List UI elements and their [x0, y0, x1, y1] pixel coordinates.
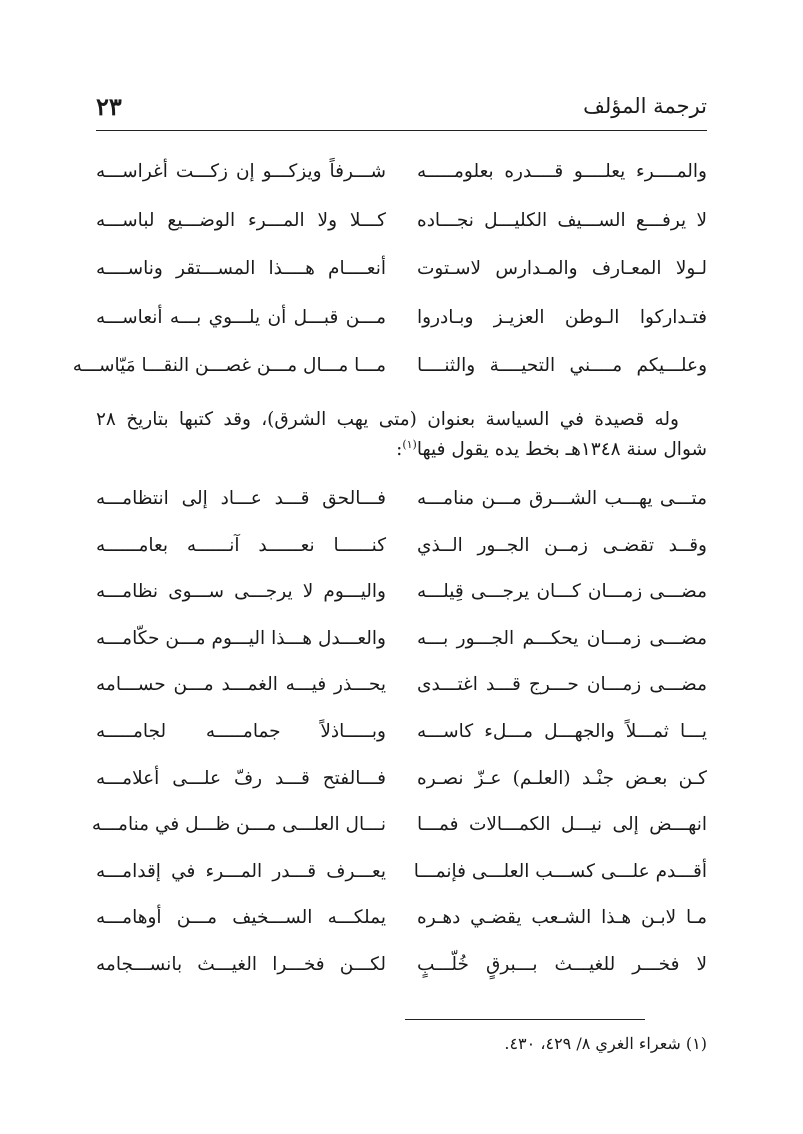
- footnote-divider: [405, 1019, 645, 1020]
- verse-first-hemistich: انهـــض إلى نيـــل الكمـــالات فمـــا: [417, 814, 707, 836]
- verse: [96, 197, 707, 246]
- verse: [96, 662, 707, 709]
- verse-second-hemistich: فـــالفتح قـــد رفّ علـــى أعلامـــه: [96, 767, 386, 789]
- verse-second-hemistich: شـــرفاً ويزكـــو إن زكـــت أغراســـه: [96, 161, 386, 182]
- verse: [96, 895, 707, 942]
- verse-first-hemistich: والمــــرء يعلــــو قــــدره بعلومـــــه: [417, 161, 707, 182]
- verse-first-hemistich: متـــى يهـــب الشـــرق مـــن منامـــه: [417, 488, 707, 510]
- verse-first-hemistich: مضـــى زمـــان يحكـــم الجـــور بـــه: [417, 627, 707, 649]
- poem-first: [72, 148, 707, 391]
- verse-second-hemistich: وبـــــاذلاً جمامـــــه لجامـــــه: [96, 721, 386, 743]
- footnote-reference: (١): [402, 437, 417, 451]
- verse-second-hemistich: أنعــــام هــــذا المســـتقر وناســــه: [96, 258, 386, 279]
- verse-second-hemistich: مـــن قبـــل أن يلـــوي بـــه أنعاســـه: [96, 306, 386, 328]
- verse: [96, 245, 707, 294]
- verse-first-hemistich: مضـــى زمـــان كـــان يرجـــى قِيلـــه: [417, 581, 707, 603]
- verse: [91, 802, 707, 849]
- verse: [96, 942, 707, 989]
- verse: [96, 756, 707, 803]
- verse-first-hemistich: مضـــى زمـــان حـــرج قـــد اغتـــدى: [417, 674, 707, 696]
- verse: [96, 523, 707, 570]
- verse-first-hemistich: أقـــدم علـــى كســـب العلـــى فإنمـــا: [413, 860, 707, 882]
- page-number: ٢٣: [96, 92, 122, 121]
- verse-first-hemistich: وقــد تقضـى زمــن الجــور الــذي: [417, 534, 707, 556]
- prose-text: وله قصيدة في السياسة بعنوان (متى يهب الشرق)، وقد كتبها بتاريخ ٢٨ شوال سنة ١٣٤٨هـ بخط يده يقول فيها: [96, 409, 707, 460]
- footnote: (١) شعراء الغري ٨/ ٤٢٩، ٤٣٠.: [504, 1034, 707, 1053]
- verse-first-hemistich: يـــا ثمـــلاً والجهـــل مـــلء كاســـه: [417, 721, 707, 743]
- verse: [96, 569, 707, 616]
- verse-second-hemistich: لكـــن فخـــرا الغيـــث بانســـجامه: [96, 953, 386, 975]
- verse-first-hemistich: لا فخـــر للغيـــث بـــبرقٍ خُلّـــبٍ: [417, 953, 707, 975]
- verse-first-hemistich: لا يرفـــع الســـيف الكليـــل نجـــاده: [417, 209, 707, 231]
- verse-second-hemistich: نـــال العلـــى مـــن ظـــل في منامـــه: [91, 814, 386, 836]
- verse: [72, 342, 707, 391]
- prose-paragraph: [96, 405, 707, 465]
- page-header: [96, 92, 707, 130]
- verse: [96, 709, 707, 756]
- verse-second-hemistich: يملكـــه الســـخيف مـــن أوهامـــه: [96, 907, 386, 929]
- verse: [96, 616, 707, 663]
- poem-second: [91, 476, 707, 989]
- verse-second-hemistich: يعـــرف قـــدر المـــرء في إقدامـــه: [96, 860, 386, 882]
- verse: [96, 294, 707, 343]
- verse-second-hemistich: كـــلا ولا المـــرء الوضـــيع لباســـه: [96, 209, 386, 231]
- verse-second-hemistich: مـــا مـــال مـــن غصـــن النقـــا مَيّاســـه: [72, 355, 386, 376]
- verse-first-hemistich: لـولا المعـارف والمـدارس لاسـتوت: [417, 258, 707, 279]
- verse: [96, 148, 707, 197]
- verse-second-hemistich: والعـــدل هـــذا اليـــوم مـــن حكّامـــه: [96, 627, 386, 649]
- verse-second-hemistich: يحـــذر فيـــه الغمـــد مـــن حســـامه: [96, 674, 386, 696]
- verse: [96, 849, 707, 896]
- verse-second-hemistich: فـــالحق قـــد عـــاد إلى انتظامـــه: [96, 488, 386, 510]
- verse-first-hemistich: كـن بعـض جنْـد (العلـم) عـزّ نصـره: [417, 767, 707, 789]
- verse: [96, 476, 707, 523]
- prose-ending: :: [396, 439, 403, 460]
- running-title: ترجمة المؤلف: [583, 94, 707, 118]
- verse-first-hemistich: فتـداركوا الـوطن العزيـز وبـادروا: [417, 306, 707, 328]
- verse-first-hemistich: مـا لابـن هـذا الشـعب يقضـي دهـره: [417, 907, 707, 929]
- verse-second-hemistich: كنــــــا نعــــــد آنــــــه بعامــــــه: [96, 534, 386, 556]
- verse-second-hemistich: واليـــوم لا يرجـــى ســـوى نظامـــه: [96, 581, 386, 603]
- verse-first-hemistich: وعلـــيكم مــــني التحيــــة والثنــــا: [417, 355, 707, 376]
- header-divider: [96, 130, 707, 131]
